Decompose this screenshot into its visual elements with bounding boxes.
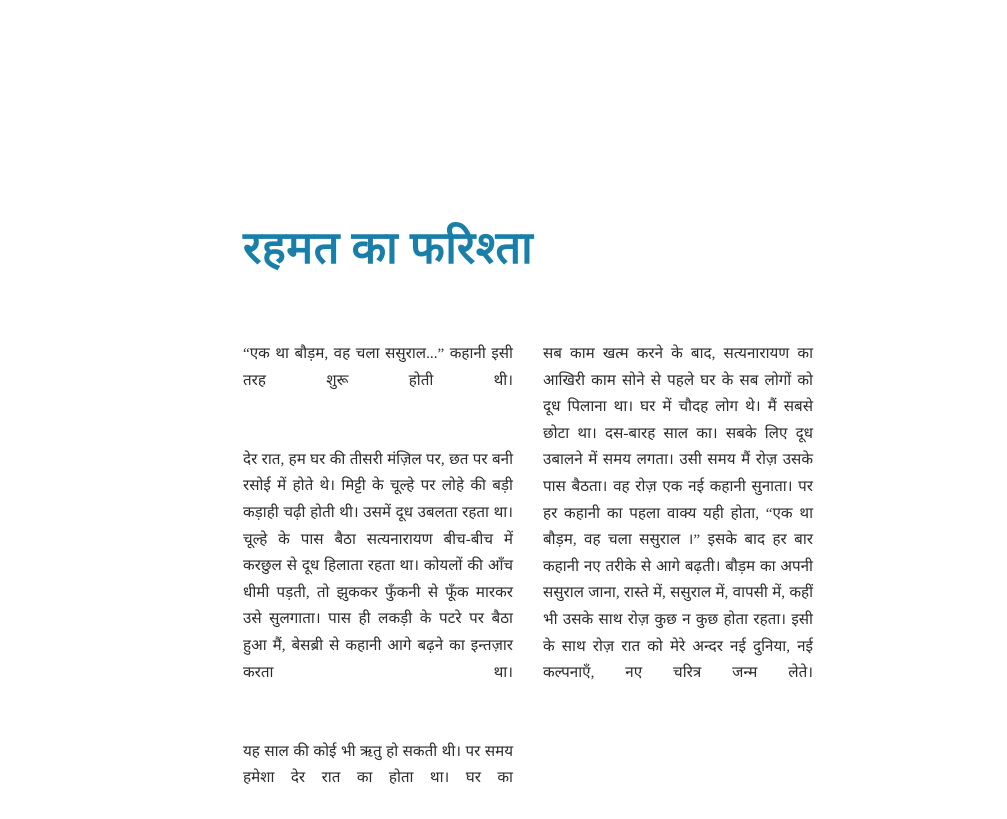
text-column-right: [543, 341, 813, 713]
text-column-left: [243, 341, 513, 819]
page-title: रहमत का फरिश्ता: [243, 223, 534, 273]
two-column-body: [243, 341, 813, 787]
paragraph: सब काम खत्म करने के बाद, सत्यनारायण का आखिरी काम सोने से पहले घर के सब लोगों को दूध पिलाना था। घर में चौदह लोग थे। मैं सबसे छोटा था। दस-बारह साल का। सबके लिए दूध उबालने में समय लगता। उसी समय मैं रोज़ उसके पास बैठता। वह रोज़ एक नई कहानी सुनाता। पर हर कहानी का पहला वाक्य यही होता, “एक था बौड़म, वह चला ससुराल ।” इसके बाद हर बार कहानी नए तरीके से आगे बढ़ती। बौड़म का अपनी ससुराल जाना, रास्ते में, ससुराल में, वापसी में, कहीं भी उसके साथ रोज़ कुछ न कुछ होता रहता। इसी के साथ रोज़ रात को मेरे अन्दर नई दुनिया, नई कल्पनाएँ, नए चरित्र जन्म लेते।: [543, 345, 813, 682]
paragraph: देर रात, हम घर की तीसरी मंज़िल पर, छत पर बनी रसोई में होते थे। मिट्टी के चूल्हे पर लोहे की बड़ी कड़ाही चढ़ी होती थी। उसमें दूध उबलता रहता था। चूल्हे के पास बैठा सत्यनारायण बीच-बीच में करछुल से दूध हिलाता रहता था। कोयलों की आँच धीमी पड़ती, तो झुककर फुँकनी से फूँक मारकर उसे सुलगाता। पास ही लकड़ी के पटरे पर बैठा हुआ मैं, बेसब्री से कहानी आगे बढ़ने का इन्तज़ार करता था।: [243, 450, 513, 681]
paragraph: “एक था बौड़म, वह चला ससुराल...” कहानी इसी तरह शुरू होती थी।: [243, 345, 513, 389]
paragraph: यह साल की कोई भी ऋतु हो सकती थी। पर समय हमेशा देर रात का होता था। घर का: [243, 742, 513, 787]
